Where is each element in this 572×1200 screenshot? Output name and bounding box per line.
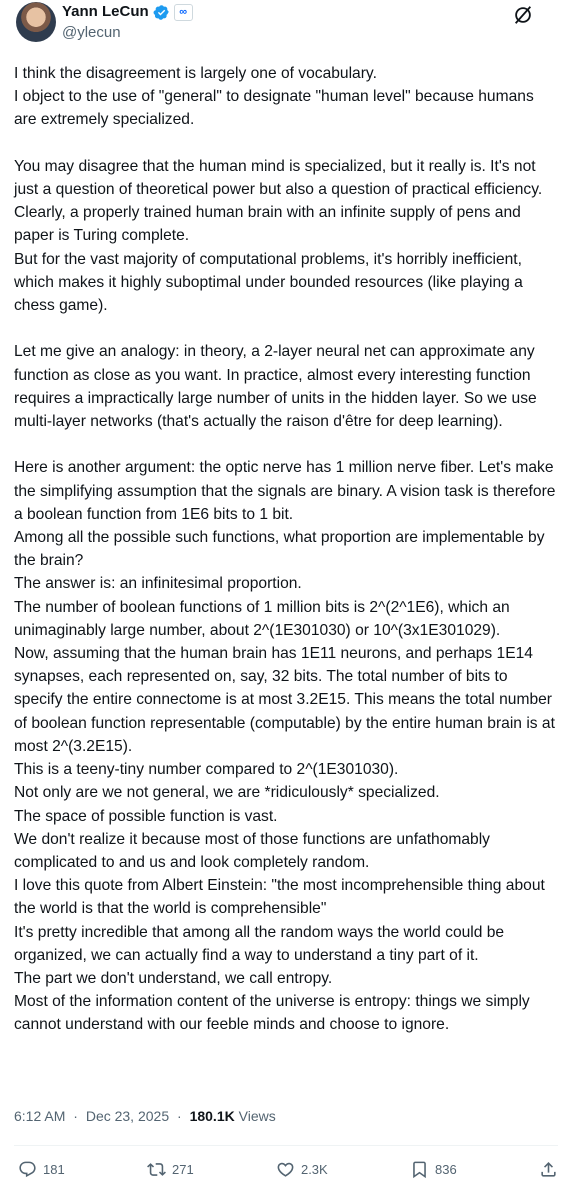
heart-icon <box>276 1160 295 1179</box>
post-text: I think the disagreement is largely one of vocabulary. I object to the use of "general" to designate "human level" because humans are extremely specialized. You may disagree that the human mind is specialized, but it really is. It's not just a question of theoretical power but also a question of practical efficiency. Clearly, a properly trained human brain with an infinite supply of pens and paper is Turing complete. But for the vast majority of computational problems, it's horribly inefficient, which makes it highly suboptimal under bounded resources (like playing a chess game). Let me give an analogy: in theory, a 2-layer neural net can approximate any function as close as you want. In practice, almost every interesting function requires a impractically large number of units in the hidden layer. So we use multi-layer networks (that's actually the raison d'être for deep learning). Here is another argument: the optic nerve has 1 million nerve fiber. Let's make the simplifying assumption that the signals are binary. A vision task is therefore a boolean function from 1E6 bits to 1 bit. Among all the possible such functions, what proportion are implementable by the brain? The answer is: an infinitesimal proportion. The number of boolean functions of 1 million bits is 2^(2^1E6), which an unimaginably large number, about 2^(1E301030) or 10^(3x1E301029). Now, assuming that the human brain has 1E11 neurons, and perhaps 1E14 synapses, each represented on, say, 32 bits. The total number of bits to specify the entire connectome is at most 3.2E15. This means the total number of boolean function representable (computable) by the entire human brain is at most 2^(3.2E15). This is a teeny-tiny number compared to 2^(1E301030). Not only are we not general, we are *ridiculously* specialized. The space of possible function is vast. We don't realize it because most of those functions are unfathomably complicated to and us and look completely random. I love this quote from Albert Einstein: "the most incomprehensible thing about the world is that the world is comprehensible" It's pretty incredible that among all the random ways the world could be organized, we can actually find a way to understand a tiny part of it. The part we don't understand, we call entropy. Most of the information content of the universe is entropy: things we simply cannot understand with our feeble minds and choose to ignore. <box>14 65 556 1034</box>
bookmark-button[interactable] <box>410 1160 457 1179</box>
post-meta <box>14 1106 276 1126</box>
verified-badge-icon <box>153 4 170 21</box>
author-handle[interactable]: @ylecun <box>62 24 121 41</box>
views-label: Views <box>238 1108 276 1124</box>
author-block <box>62 2 193 43</box>
post-date[interactable]: Dec 23, 2025 <box>85 1108 170 1124</box>
tweet-header <box>14 0 558 52</box>
views-count[interactable]: 180.1K <box>189 1108 235 1124</box>
like-button[interactable] <box>276 1160 328 1179</box>
repost-button[interactable] <box>147 1160 194 1179</box>
author-name-row[interactable] <box>62 2 193 22</box>
reply-count: 181 <box>43 1161 65 1177</box>
post-time[interactable]: 6:12 AM <box>14 1108 66 1124</box>
meta-separator: · <box>177 1108 182 1124</box>
bookmark-icon <box>410 1160 429 1179</box>
share-button[interactable] <box>539 1160 558 1179</box>
reply-button[interactable] <box>18 1160 65 1179</box>
author-name[interactable]: Yann LeCun <box>62 3 149 20</box>
share-icon <box>539 1160 558 1179</box>
meta-separator: · <box>73 1108 78 1124</box>
divider <box>14 1145 558 1146</box>
repost-count: 271 <box>171 1161 194 1177</box>
avatar[interactable] <box>16 2 56 42</box>
repost-icon <box>147 1160 166 1179</box>
action-bar <box>18 1155 558 1183</box>
reply-icon <box>18 1160 37 1179</box>
affiliation-badge[interactable]: ∞ <box>174 4 193 21</box>
bookmark-count: 836 <box>435 1161 457 1177</box>
like-count: 2.3K <box>300 1161 328 1177</box>
grok-icon[interactable] <box>512 4 534 26</box>
